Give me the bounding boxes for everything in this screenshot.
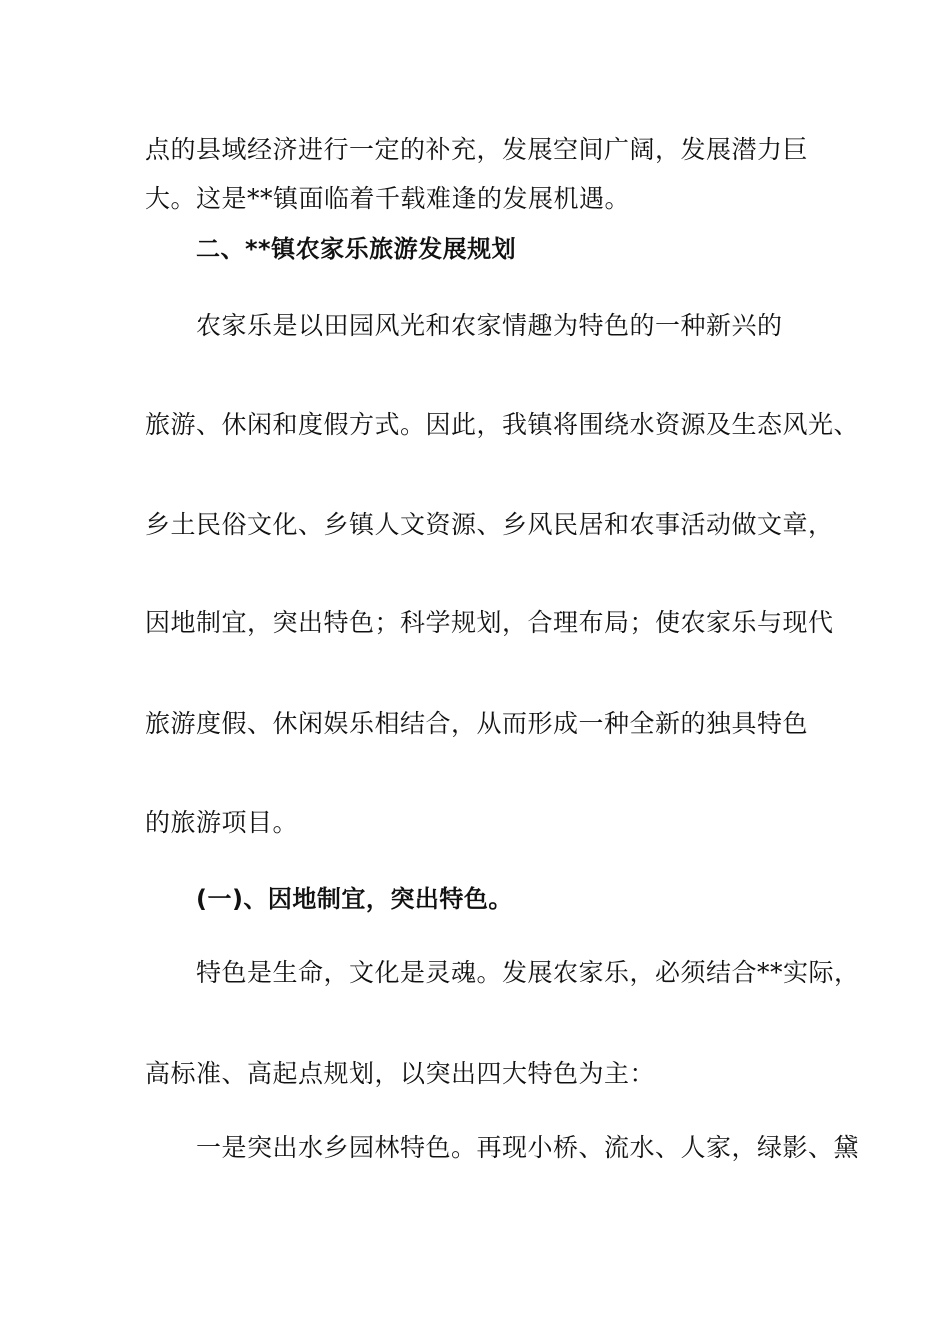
subsection-heading: (一)、因地制宜，突出特色。 xyxy=(196,885,513,913)
paragraph-line: 特色是生命，文化是灵魂。发展农家乐，必须结合**实际， xyxy=(196,958,860,987)
paragraph-line: 乡土民俗文化、乡镇人文资源、乡风民居和农事活动做文章， xyxy=(145,510,834,539)
paragraph-line: 农家乐是以田园风光和农家情趣为特色的一种新兴的 xyxy=(196,311,783,340)
paragraph-line: 的旅游项目。 xyxy=(145,808,299,837)
paragraph-line: 一是突出水乡园林特色。再现小桥、流水、人家，绿影、黛 xyxy=(196,1133,860,1162)
paragraph-line: 旅游、休闲和度假方式。因此，我镇将围绕水资源及生态风光、 xyxy=(145,410,860,439)
section-heading: 二、**镇农家乐旅游发展规划 xyxy=(196,235,517,263)
paragraph-line: 因地制宜，突出特色；科学规划，合理布局；使农家乐与现代 xyxy=(145,608,834,637)
paragraph-line: 点的县域经济进行一定的补充，发展空间广阔，发展潜力巨 xyxy=(145,135,809,164)
paragraph-line: 大。这是**镇面临着千载难逢的发展机遇。 xyxy=(145,184,631,213)
paragraph-line: 旅游度假、休闲娱乐相结合，从而形成一种全新的独具特色 xyxy=(145,709,809,738)
paragraph-line: 高标准、高起点规划，以突出四大特色为主： xyxy=(145,1059,656,1088)
